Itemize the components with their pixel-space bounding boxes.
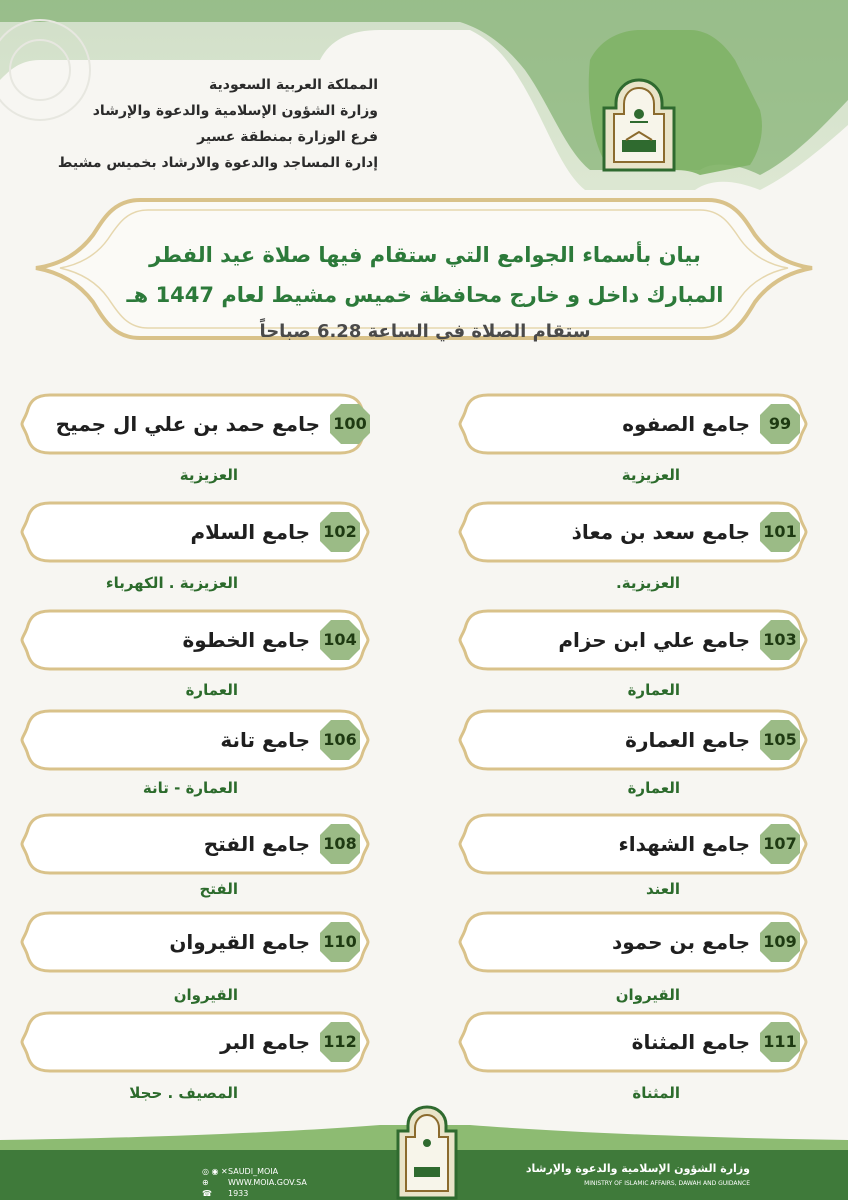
header-text-block [48, 72, 378, 176]
mosque-name: جامع القيروان [169, 930, 310, 954]
mosque-name: جامع الفتح [203, 832, 310, 856]
mosque-card [20, 609, 370, 671]
mosque-number: 111 [763, 1032, 797, 1051]
header-ministry: وزارة الشؤون الإسلامية والدعوة والإرشاد [92, 103, 378, 119]
mosque-number: 108 [323, 834, 357, 853]
mosque-card [20, 911, 370, 973]
footer-ministry-english: MINISTRY OF ISLAMIC AFFAIRS, DAWAH AND GUIDANCE [584, 1180, 750, 1187]
header-department: إدارة المساجد والدعوة والارشاد بخميس مشيط [57, 155, 378, 171]
mosque-location: العند [645, 880, 680, 898]
mosque-name: جامع الشهداء [618, 832, 750, 856]
mosque-number: 104 [323, 630, 357, 649]
mosque-number: 100 [333, 414, 367, 433]
mosque-name: جامع المثناة [631, 1030, 750, 1054]
title-line-2: المبارك داخل و خارج محافظة خميس مشيط لعام 1447 هـ [126, 283, 724, 307]
mosque-name: جامع الصفوه [622, 412, 750, 436]
mosque-name: جامع بن حمود [611, 930, 750, 954]
mosque-location: الفتح [199, 880, 238, 898]
mosque-card [458, 393, 808, 455]
globe-icon: ⊕ [202, 1178, 209, 1187]
mosque-name: جامع سعد بن معاذ [571, 520, 750, 544]
mosque-name: جامع حمد بن علي ال جميح [55, 412, 320, 436]
prayer-time-note: ستقام الصلاة في الساعة 6.28 صباحاً [259, 321, 591, 342]
mosque-card [458, 911, 808, 973]
website-link[interactable]: WWW.MOIA.GOV.SA [228, 1178, 307, 1187]
mosque-number: 112 [323, 1032, 357, 1051]
footer-ministry-arabic: وزارة الشؤون الإسلامية والدعوة والإرشاد [525, 1162, 750, 1175]
mosque-number: 110 [323, 932, 357, 951]
social-media-icon: ◎ ◉ ✕ [202, 1167, 228, 1176]
mosque-location: العزيزية [179, 466, 238, 484]
mosque-location: العزيزية. [616, 574, 680, 592]
mosque-number: 99 [768, 414, 792, 433]
ministry-logo [590, 78, 688, 176]
mosque-card [20, 501, 370, 563]
mosque-location: المصيف . حجلا [129, 1084, 238, 1102]
phone-icon: ☎ [202, 1189, 212, 1198]
mosque-location: العمارة [185, 681, 238, 699]
mosque-card [20, 393, 370, 455]
mosque-location: العمارة - تانة [142, 779, 238, 797]
header-country: المملكة العربية السعودية [209, 77, 378, 93]
mosque-card [458, 1011, 808, 1073]
mosque-name: جامع البر [220, 1030, 310, 1054]
mosque-card [20, 1011, 370, 1073]
mosque-name: جامع تانة [220, 728, 310, 752]
mosque-location: العمارة [627, 681, 680, 699]
mosque-number: 101 [763, 522, 797, 541]
mosque-location: العمارة [627, 779, 680, 797]
mosque-card [458, 813, 808, 875]
mosque-name: جامع الخطوة [182, 628, 310, 652]
mosque-name: جامع العمارة [625, 728, 750, 752]
mosque-card [20, 813, 370, 875]
mosque-location: العزيزية [621, 466, 680, 484]
mosque-number: 105 [763, 730, 797, 749]
mosque-location: القيروان [615, 986, 680, 1004]
mosque-location: المثناة [632, 1084, 680, 1102]
mosque-number: 107 [763, 834, 797, 853]
footer-contact [228, 1166, 307, 1199]
mosque-number: 106 [323, 730, 357, 749]
mosque-number: 102 [323, 522, 357, 541]
footer-logo [392, 1105, 462, 1200]
mosque-name: جامع علي ابن حزام [558, 628, 750, 652]
mosque-number: 103 [763, 630, 797, 649]
header-branch: فرع الوزارة بمنطقة عسير [197, 129, 378, 145]
mosque-location: العزيزية . الكهرباء [105, 574, 238, 592]
social-icons [202, 1166, 228, 1199]
phone-number: 1933 [228, 1189, 249, 1198]
mosque-card [20, 709, 370, 771]
mosque-name: جامع السلام [190, 520, 310, 544]
mosque-card [458, 709, 808, 771]
mosque-card [458, 501, 808, 563]
mosque-number: 109 [763, 932, 797, 951]
title-line-1: بيان بأسماء الجوامع التي ستقام فيها صلاة عيد الفطر [149, 243, 701, 267]
social-handle[interactable]: SAUDI_MOIA [228, 1167, 279, 1176]
mosque-card [458, 609, 808, 671]
mosque-location: القيروان [173, 986, 238, 1004]
page-title [95, 235, 755, 349]
